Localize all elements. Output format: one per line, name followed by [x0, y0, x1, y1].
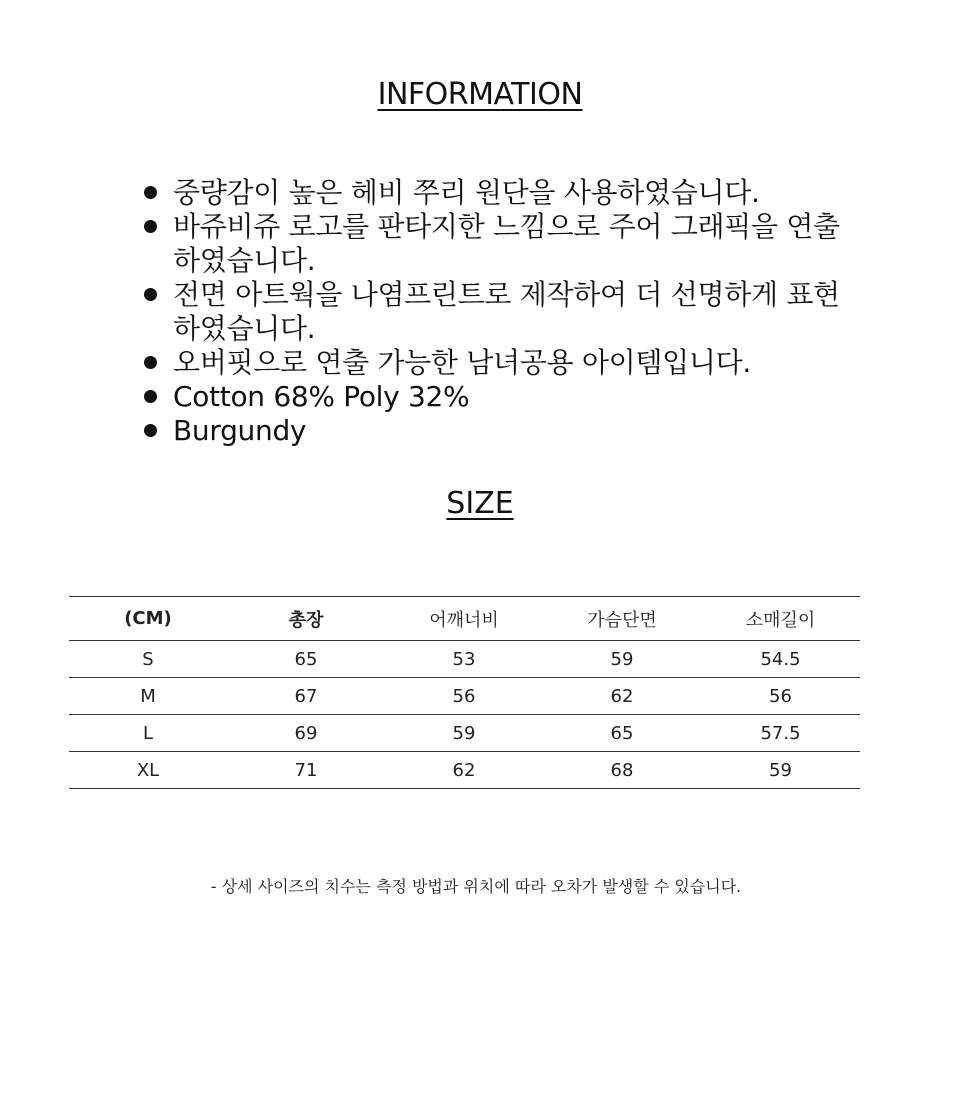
- bullet-icon: [144, 424, 157, 437]
- information-item: [140, 414, 840, 448]
- sleeve-value: 56: [701, 678, 860, 715]
- length-value: 69: [227, 715, 385, 752]
- header-length: 총장: [227, 597, 385, 641]
- information-item: [140, 346, 840, 380]
- chest-value: 68: [543, 752, 701, 789]
- header-chest: 가슴단면: [543, 597, 701, 641]
- chest-value: 62: [543, 678, 701, 715]
- shoulder-value: 59: [385, 715, 543, 752]
- information-item: [140, 210, 840, 278]
- bullet-icon: [144, 186, 157, 199]
- shoulder-value: 53: [385, 641, 543, 678]
- table-row: [69, 641, 860, 678]
- information-heading: [0, 77, 960, 112]
- information-item-text: 오버핏으로 연출 가능한 남녀공용 아이템입니다.: [173, 346, 751, 379]
- size-label: XL: [69, 752, 227, 789]
- information-item-text: Burgundy: [173, 414, 307, 447]
- chest-value: 59: [543, 641, 701, 678]
- size-label: M: [69, 678, 227, 715]
- size-heading-text: SIZE: [446, 486, 514, 521]
- information-item-text: Cotton 68% Poly 32%: [173, 380, 470, 413]
- size-label: S: [69, 641, 227, 678]
- information-item-text: 전면 아트웍을 나염프린트로 제작하여 더 선명하게 표현 하였습니다.: [173, 278, 840, 345]
- length-value: 67: [227, 678, 385, 715]
- sleeve-value: 59: [701, 752, 860, 789]
- table-row: [69, 678, 860, 715]
- shoulder-value: 56: [385, 678, 543, 715]
- information-heading-text: INFORMATION: [377, 77, 583, 112]
- information-item: [140, 176, 840, 210]
- information-item: [140, 380, 840, 414]
- size-heading: [0, 486, 960, 521]
- size-label: L: [69, 715, 227, 752]
- bullet-icon: [144, 390, 157, 403]
- bullet-icon: [144, 288, 157, 301]
- length-value: 71: [227, 752, 385, 789]
- size-table: [69, 596, 860, 789]
- information-item-text: 중량감이 높은 헤비 쭈리 원단을 사용하였습니다.: [173, 176, 760, 209]
- information-item-text: 바쥬비쥬 로고를 판타지한 느낌으로 주어 그래픽을 연출 하였습니다.: [173, 210, 840, 277]
- size-table-header-row: [69, 597, 860, 641]
- information-item: [140, 278, 840, 346]
- bullet-icon: [144, 220, 157, 233]
- size-disclaimer-note: - 상세 사이즈의 치수는 측정 방법과 위치에 따라 오차가 발생할 수 있습니다.: [210, 877, 742, 896]
- length-value: 65: [227, 641, 385, 678]
- sleeve-value: 54.5: [701, 641, 860, 678]
- shoulder-value: 62: [385, 752, 543, 789]
- header-shoulder: 어깨너비: [385, 597, 543, 641]
- sleeve-value: 57.5: [701, 715, 860, 752]
- header-unit: (CM): [69, 597, 227, 641]
- chest-value: 65: [543, 715, 701, 752]
- table-row: [69, 752, 860, 789]
- table-row: [69, 715, 860, 752]
- header-sleeve: 소매길이: [701, 597, 860, 641]
- bullet-icon: [144, 356, 157, 369]
- information-list: [140, 176, 840, 448]
